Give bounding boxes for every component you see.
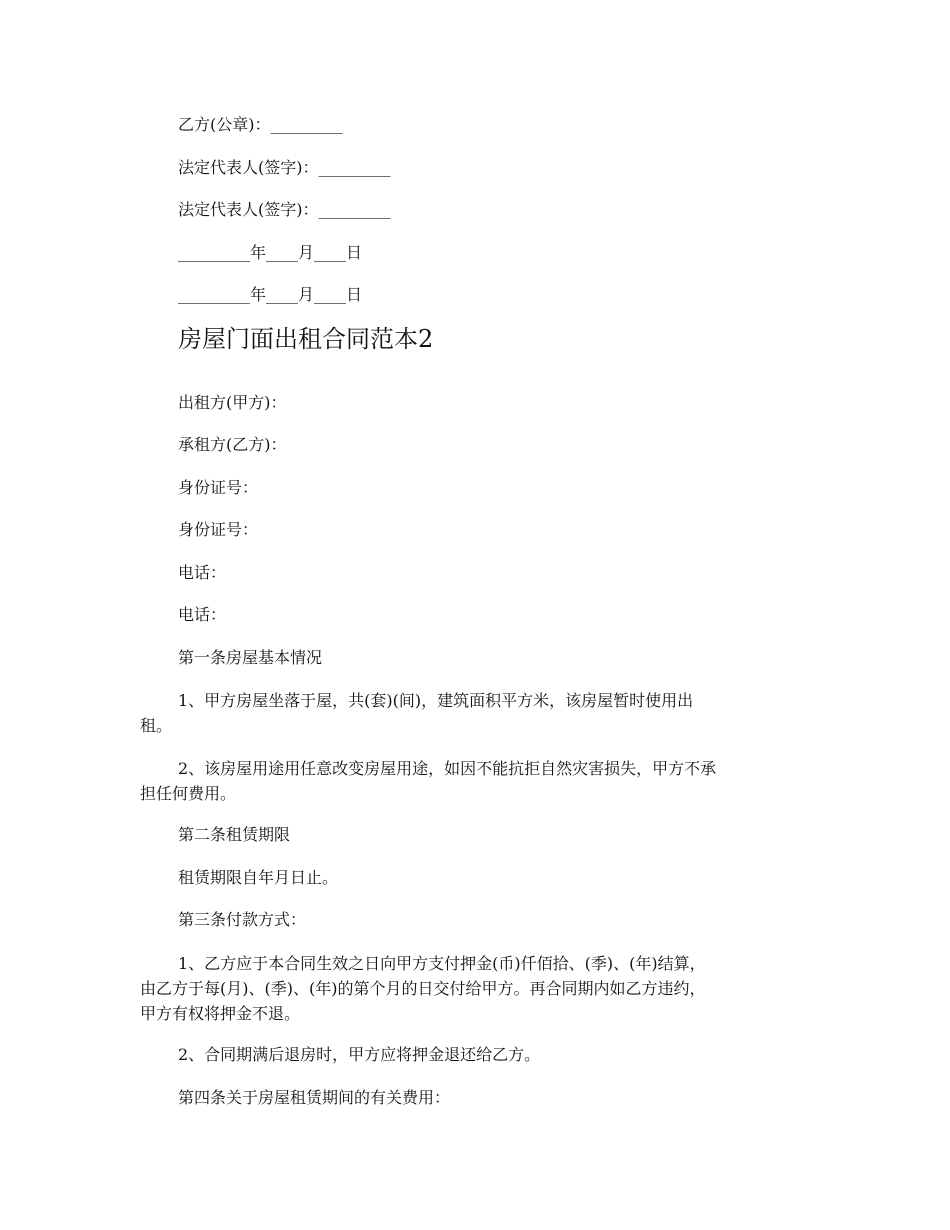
lessee-field: 承租方(乙方)： — [178, 435, 287, 454]
signature-legal-rep-2: 法定代表人(签字)：_________ — [178, 200, 391, 219]
article-3-item-1-line-3: 甲方有权将押金不退。 — [140, 1004, 301, 1023]
article-3-heading: 第三条付款方式： — [178, 910, 307, 929]
article-2-heading: 第二条租赁期限 — [178, 825, 291, 844]
phone-field-1: 电话： — [178, 563, 227, 582]
signature-date-1: _________年____月____日 — [178, 243, 363, 262]
article-3-item-2: 2、合同期满后退房时，甲方应将押金退还给乙方。 — [178, 1045, 541, 1064]
article-3-item-1 — [140, 951, 808, 1026]
article-3-item-1-line-1: 1、乙方应于本合同生效之日向甲方支付押金(币)仟佰拾、(季)、(年)结算， — [178, 954, 706, 973]
article-4-heading: 第四条关于房屋租赁期间的有关费用： — [178, 1088, 451, 1107]
lessor-field: 出租方(甲方)： — [178, 393, 287, 412]
id-number-field-2: 身份证号： — [178, 520, 259, 539]
document-title: 房屋门面出租合同范本2 — [178, 325, 434, 353]
article-1-item-1-line-2: 租。 — [140, 716, 173, 735]
article-1-item-1-line-1: 1、甲方房屋坐落于屋，共(套)(间)，建筑面积平方米，该房屋暂时使用出 — [178, 691, 694, 710]
signature-legal-rep-1: 法定代表人(签字)：_________ — [178, 158, 391, 177]
signature-party-b-seal: 乙方(公章)：_________ — [178, 115, 343, 134]
phone-field-2: 电话： — [178, 605, 227, 624]
article-1-heading: 第一条房屋基本情况 — [178, 648, 323, 667]
id-number-field-1: 身份证号： — [178, 478, 259, 497]
article-2-text: 租赁期限自年月日止。 — [178, 868, 339, 887]
article-1-item-1 — [140, 688, 808, 738]
article-1-item-2-line-1: 2、该房屋用途用任意改变房屋用途，如因不能抗拒自然灾害损失，甲方不承 — [178, 759, 717, 778]
article-3-item-1-line-2: 由乙方于每(月)、(季)、(年)的第个月的日交付给甲方。再合同期内如乙方违约， — [140, 979, 706, 998]
article-1-item-2 — [140, 756, 808, 806]
article-1-item-2-line-2: 担任何费用。 — [140, 784, 237, 803]
signature-date-2: _________年____月____日 — [178, 285, 363, 304]
